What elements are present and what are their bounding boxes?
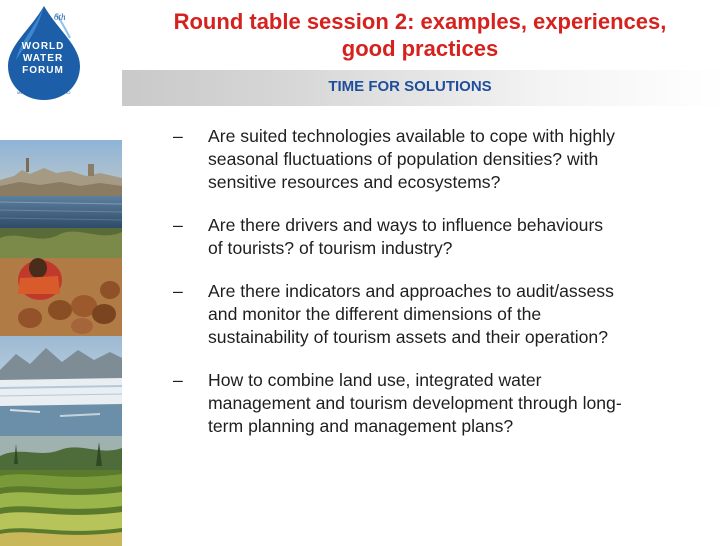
glacier-photo	[0, 336, 122, 436]
logo-ordinal: 6th	[54, 12, 66, 22]
bullet-line: of tourists? of tourism industry?	[208, 238, 453, 258]
pottery-woman-photo	[0, 228, 122, 336]
bullet-line: and monitor the different dimensions of the	[208, 304, 542, 324]
harbor-city-photo	[0, 140, 122, 228]
logo-word-1: WORLD	[21, 41, 65, 52]
bullet-dash: –	[173, 281, 183, 301]
logo-location: MARSEILLE, FRANCE ’12	[17, 90, 71, 95]
slide-subtitle: TIME FOR SOLUTIONS	[328, 78, 492, 95]
bullet-line: How to combine land use, integrated water	[208, 370, 542, 390]
bullet-dash: –	[173, 215, 183, 235]
bullet-line: Are there drivers and ways to influence behaviours	[208, 215, 604, 235]
bullet-item	[168, 125, 698, 194]
bullet-list	[168, 125, 698, 458]
bullet-item	[168, 214, 698, 260]
logo-word-3: FORUM	[22, 65, 64, 76]
bullet-line: management and tourism development through long-	[208, 393, 622, 413]
slide-title-line-1: Round table session 2: examples, experiences,	[173, 9, 667, 34]
bullet-line: sensitive resources and ecosystems?	[208, 172, 501, 192]
logo-word-2: WATER	[22, 53, 64, 64]
bullet-line: seasonal fluctuations of population densities? with	[208, 149, 599, 169]
bullet-dash: –	[173, 370, 183, 390]
bullet-dash: –	[173, 126, 183, 146]
bullet-item	[168, 280, 698, 349]
sidebar-image-column	[0, 0, 122, 546]
bullet-line: Are suited technologies available to cope with highly	[208, 126, 615, 146]
rice-terraces-photo	[0, 436, 122, 546]
bullet-line: term planning and management plans?	[208, 416, 514, 436]
slide-title-line-2: good practices	[341, 36, 499, 61]
bullet-line: sustainability of tourism assets and their operation?	[208, 327, 608, 347]
slide-title	[140, 8, 700, 62]
world-water-forum-logo	[0, 0, 122, 108]
bullet-item	[168, 369, 698, 438]
bullet-line: Are there indicators and approaches to audit/assess	[208, 281, 614, 301]
